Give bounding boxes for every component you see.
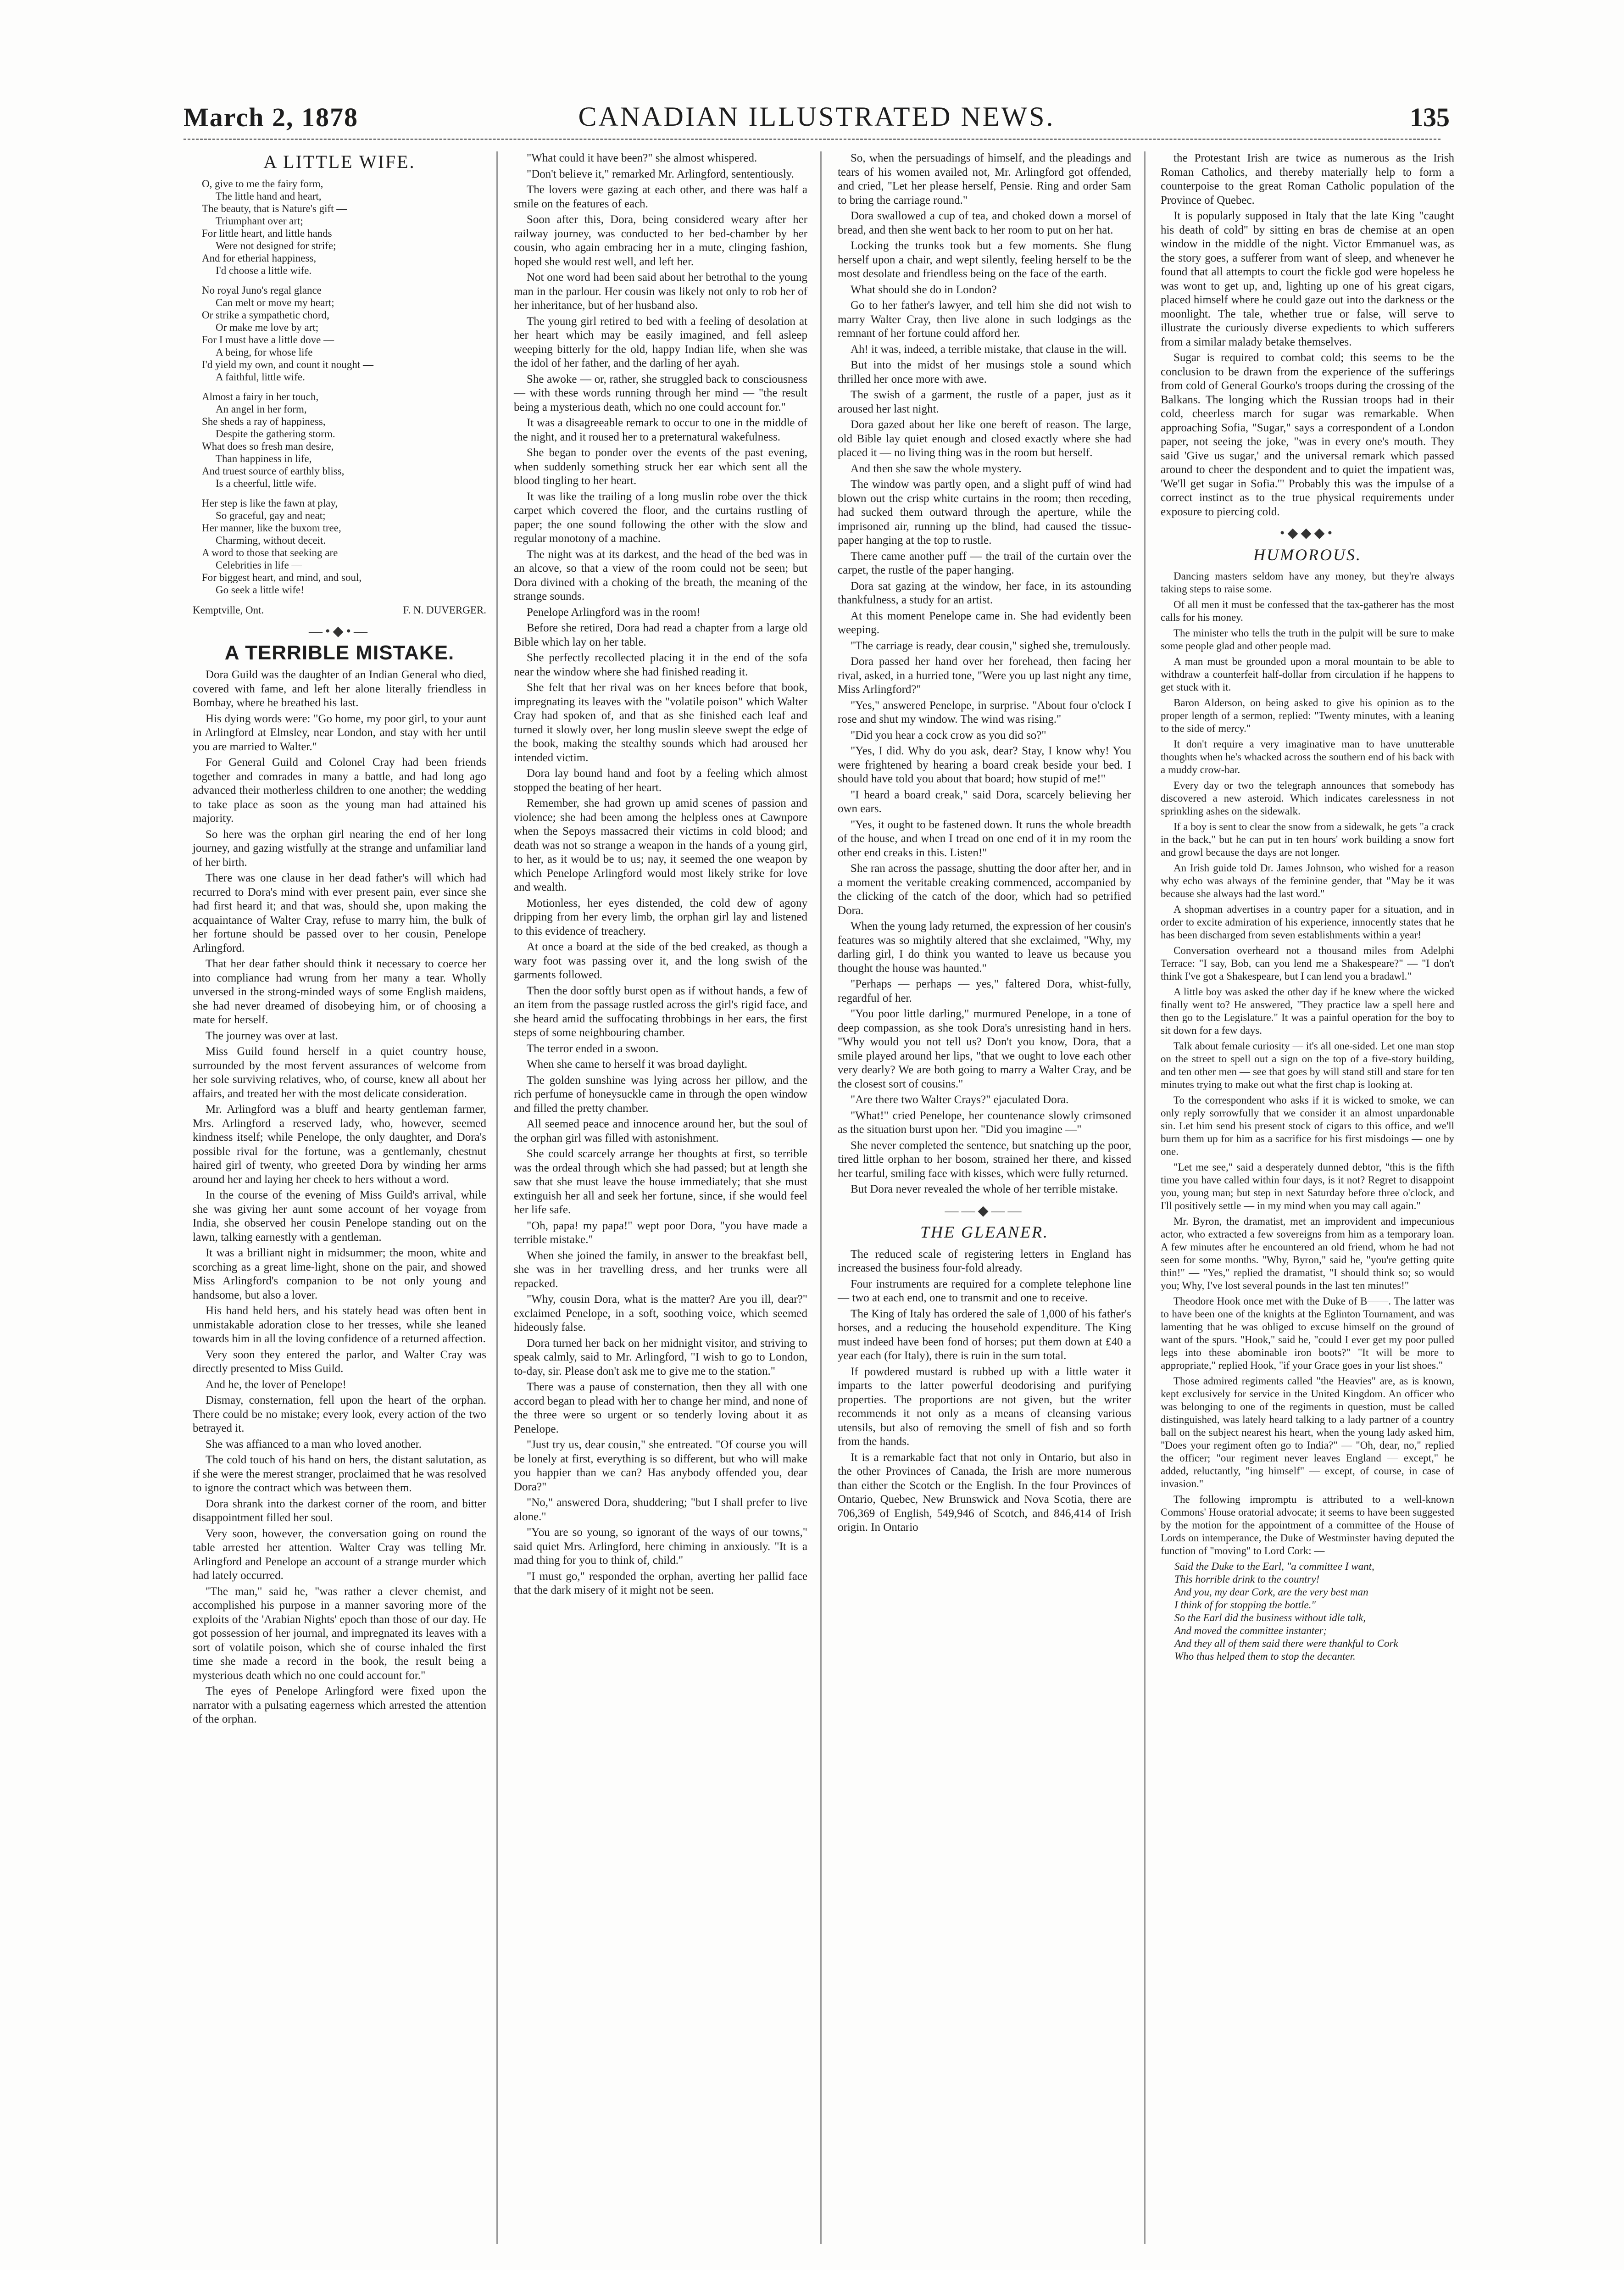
paragraph: Sugar is required to combat cold; this seems to be the conclusion to be drawn from the experience of the sufferings from cold of General Gourko's troops during the crossing of the Balkans. The longing which the Russian troops had in their cold, cheerless march for sugar was remarkable. When approaching Sofia, "Sugar," says a correspondent of a London paper, not seeing the joke, "was in every one's mouth. They said 'Give us sugar,' and the universal remark which passed around to cheer the despondent and to quiet the impatient was, 'We'll get sugar in Sofia.'" Probably this was the impulse of a correct instinct as to the true physical requirements under exposure to piercing cold.	[1161, 351, 1454, 518]
paragraph: Miss Guild found herself in a quiet country house, surrounded by the most fervent assurances of welcome from her sole surviving relatives, who, of course, knew all about her affairs, and treated her with the most delicate consideration.	[193, 1045, 486, 1100]
paragraph: the Protestant Irish are twice as numerous as the Irish Roman Catholics, and thereby materially help to form a counterpoise to the great Roman Catholic population of the Province of Quebec.	[1161, 152, 1454, 206]
column-divider	[496, 151, 498, 2244]
paragraph: And he, the lover of Penelope!	[206, 1378, 346, 1391]
paragraph: At once a board at the side of the bed creaked, as though a wary foot was passing over it, and the long swish of the garments followed.	[514, 941, 807, 981]
paragraph: Not one word had been said about her betrothal to the young man in the parlour. Her cousin was likely not only to rob her of her inheritance, but of her husband also.	[514, 271, 807, 312]
issue-date: March 2, 1878	[184, 102, 358, 132]
humorous-text	[1161, 570, 1454, 1557]
paragraph: Conversation overheard not a thousand miles from Adelphi Terrace: "I say, Bob, can you lend me a Shakespeare?" — "I don't think I've got a Shakespeare, but I can lend you a bradawl."	[1161, 945, 1454, 982]
paragraph: "Perhaps — perhaps — yes," faltered Dora, whist-fully, regardful of her.	[838, 978, 1131, 1004]
paragraph: "What!" cried Penelope, her countenance slowly crimsoned as the situation burst upon her. "Did you imagine —"	[838, 1109, 1131, 1136]
paragraph: It don't require a very imaginative man to have unutterable thoughts when he's whacked across the southern end of his back with a muddy crow-bar.	[1161, 738, 1454, 775]
paragraph: Before she retired, Dora had read a chapter from a large old Bible which lay on her table.	[514, 622, 807, 648]
paragraph: The minister who tells the truth in the pulpit will be sure to make some people glad and other people mad.	[1161, 627, 1454, 652]
paragraph: Very soon, however, the conversation going on round the table arrested her attention. Walter Cray was telling Mr. Arlingford and Penelope an account of a strange murder which had lately occurred.	[193, 1527, 486, 1582]
paragraph: The golden sunshine was lying across her pillow, and the rich perfume of honeysuckle came in through the open window and filled the pretty chamber.	[514, 1074, 807, 1115]
paragraph: "Don't believe it," remarked Mr. Arlingford, sententiously.	[527, 167, 794, 180]
ornament-divider: •◆◆◆•	[1279, 525, 1335, 541]
paragraph: Four instruments are required for a complete telephone line — two at each end, one to transmit and one to receive.	[838, 1277, 1131, 1304]
poem-line: O, give to me the fairy form,	[202, 178, 323, 190]
paragraph: Dora shrank into the darkest corner of the room, and bitter disappointment filled her soul.	[193, 1497, 486, 1524]
poem-stanza	[202, 390, 486, 490]
newspaper-title: CANADIAN ILLUSTRATED NEWS.	[578, 101, 1055, 132]
paragraph: She never completed the sentence, but snatching up the poor, tired little orphan to her bosom, strained her there, and kissed her tearful, smiling face with kisses, which were fully returned.	[838, 1139, 1131, 1180]
poem-line: For little heart, and little hands	[202, 227, 332, 239]
paragraph: At this moment Penelope came in. She had evidently been weeping.	[838, 609, 1131, 636]
paragraph: She could scarcely arrange her thoughts at first, so terrible was the ordeal through which she had passed; but at length she saw that she must leave the house immediately; that she must extinguish her all and seek her fortune, since, if she would feel her life safe.	[514, 1148, 807, 1216]
paragraph: The night was at its darkest, and the head of the bed was in an alcove, so that a view of the room could not be seen; but Dora divined with a choking of the breath, the meaning of the strange sounds.	[514, 548, 807, 602]
poem-line: Go seek a little wife!	[216, 584, 304, 596]
paragraph: She felt that her rival was on her knees before that book, impregnating its leaves with the "volatile poison" which Walter Cray had spoken of, and that as she finished each leaf and turned it slowly over, her long muslin sleeve swept the edge of the book, making the stealthy sounds which had aroused her intended victim.	[514, 681, 807, 764]
story-text-col1	[193, 668, 486, 1727]
paragraph: The eyes of Penelope Arlingford were fixed upon the narrator with a pulsating eagerness which arrested the attention of the orphan.	[193, 1685, 486, 1725]
paragraph: The window was partly open, and a slight puff of wind had blown out the crisp white curtains in the room; then receding, had sucked them outward through the aperture, while the imprisoned air, running up the blind, had caused the tissue-paper hanging at the top to rustle.	[838, 478, 1131, 547]
column-3	[838, 151, 1131, 1537]
poem-line: Despite the gathering storm.	[216, 428, 335, 440]
paragraph: But into the midst of her musings stole a sound which thrilled her once more with awe.	[838, 359, 1131, 385]
paragraph: The King of Italy has ordered the sale of 1,000 of his father's horses, and a reducing the household expenditure. The King must indeed have been fond of horses; put them down at £40 a year each (for Italy), there is ruin in the sum total.	[838, 1307, 1131, 1362]
verse-line: And they all of them said there were thankful to Cork	[1174, 1638, 1398, 1649]
paragraph: "What could it have been?" she almost whispered.	[527, 152, 757, 164]
paragraph: It was a brilliant night in midsummer; the moon, white and scorching as a great lime-light, shone on the pair, and showed Miss Arlingford's companion to be not only young and handsome, but also a lover.	[193, 1247, 486, 1301]
poem-line: Can melt or move my heart;	[216, 296, 334, 308]
paragraph: The reduced scale of registering letters in England has increased the business four-fold already.	[838, 1248, 1131, 1274]
ornament-divider: ——◆——	[945, 1203, 1024, 1218]
poem-line: Her step is like the fawn at play,	[202, 497, 338, 509]
paragraph: The swish of a garment, the rustle of a paper, just as it aroused her last night.	[838, 389, 1131, 415]
verse-line: And moved the committee instanter;	[1174, 1625, 1327, 1636]
paragraph: Mr. Arlingford was a bluff and hearty gentleman farmer, Mrs. Arlingford a reserved lady, who, however, seemed kindness itself; while Penelope, the only daughter, and Dora's possible rival for the fortune, was a gentlemanly, chestnut haired girl of twenty, who greeted Dora by winding her arms around her and laying her cheek to hers without a word.	[193, 1103, 486, 1186]
paragraph: To the correspondent who asks if it is wicked to smoke, we can only reply sorrowfully that we consider it an almost unpardonable sin. Let him send his present stock of cigars to this office, and we'll burn them up for him as a sacrifice for his first misdoings — one by one.	[1161, 1094, 1454, 1157]
column-divider	[1144, 151, 1146, 2244]
paragraph: When she came to herself it was broad daylight.	[527, 1058, 748, 1071]
poem-author: F. N. DUVERGER.	[403, 604, 486, 616]
paragraph: There came another puff — the trail of the curtain over the carpet, the rustle of the paper hanging.	[838, 550, 1131, 576]
paragraph: But Dora never revealed the whole of her terrible mistake.	[851, 1183, 1118, 1195]
paragraph: His hand held hers, and his stately head was often bent in unmistakable adoration close to her tresses, while she leaned towards him in all the loving confidence of a returned affection.	[193, 1305, 486, 1345]
column-2	[514, 151, 807, 1600]
poem-line: Her manner, like the buxom tree,	[202, 522, 341, 534]
paragraph: Dancing masters seldom have any money, but they're always taking steps to raise some.	[1161, 570, 1454, 595]
paragraph: All seemed peace and innocence around her, but the soul of the orphan girl was filled with astonishment.	[514, 1118, 807, 1144]
paragraph: "Why, cousin Dora, what is the matter? Are you ill, dear?" exclaimed Penelope, in a soft, soothing voice, which seemed hideously false.	[514, 1293, 807, 1333]
poem-title: A LITTLE WIFE.	[263, 151, 416, 172]
paragraph: Remember, she had grown up amid scenes of passion and violence; she had been among the helpless ones at Cawnpore when the Sepoys massacred their victims in cold blood; and death was not so strange a weapon in the hands of a young girl, to her, as it would be to us; nay, it seemed the one weapon by which Penelope Arlingford would most likely strike for love and wealth.	[514, 797, 807, 893]
paragraph: Ah! it was, indeed, a terrible mistake, that clause in the will.	[851, 343, 1127, 356]
paragraph: Every day or two the telegraph announces that somebody has discovered a new asteroid. Which indicates carelessness in not sprinkling ashes on the sidewalk.	[1161, 780, 1454, 817]
story-text-col2	[514, 151, 807, 1598]
paragraph: Talk about female curiosity — it's all one-sided. Let one man stop on the street to spell out a sign on the top of a five-story building, and ten other men — see that goes by will stand still and stare for ten minutes trying to make out what the first chap is looking at.	[1161, 1040, 1454, 1090]
poem-line: Were not designed for strife;	[216, 240, 336, 251]
poem-line: No royal Juno's regal glance	[202, 284, 322, 296]
poem-line: And truest source of earthly bliss,	[202, 465, 345, 477]
poem-line: So graceful, gay and neat;	[216, 509, 326, 521]
paragraph: So, when the persuadings of himself, and the pleadings and tears of his women availed not, Mr. Arlingford got offended, and cried, "Let her please herself, Pensie. Ring and order Sam to bring the carriage round."	[838, 152, 1131, 206]
paragraph: "Yes," answered Penelope, in surprise. "About four o'clock I rose and shut my window. The wind was rising."	[838, 699, 1131, 725]
paragraph: She perfectly recollected placing it in the end of the sofa near the window where she had finished reading it.	[514, 652, 807, 678]
paragraph: "Just try us, dear cousin," she entreated. "Of course you will be lonely at first, everything is so different, but who will make you happier than we can? Has anybody offended you, dear Dora?"	[514, 1439, 807, 1493]
poem-line: For I must have a little dove —	[202, 334, 334, 346]
paragraph: "You are so young, so ignorant of the ways of our towns," said quiet Mrs. Arlingford, here chiming in anxiously. "It is a mad thing for you to think of, child."	[514, 1526, 807, 1567]
paragraph: Locking the trunks took but a few moments. She flung herself upon a chair, and wept silently, feeling herself to be the most desolate and friendless being on the face of the earth.	[838, 240, 1131, 280]
gleaner-title: THE GLEANER.	[920, 1223, 1049, 1241]
paragraph: "Oh, papa! my papa!" wept poor Dora, "you have made a terrible mistake."	[514, 1219, 807, 1246]
verse-line: This horrible drink to the country!	[1174, 1573, 1320, 1585]
paragraph: Very soon they entered the parlor, and Walter Cray was directly presented to Miss Guild.	[193, 1348, 486, 1375]
poem-signature	[193, 603, 486, 618]
paragraph: The journey was over at last.	[206, 1029, 338, 1042]
paragraph: Dora turned her back on her midnight visitor, and striving to speak calmly, said to Mr. Arlingford, "I wish to go to London, to-day, sir. Please don't ask me to give me to the station."	[514, 1337, 807, 1378]
paragraph: She awoke — or, rather, she struggled back to consciousness — with these words running through her mind — "the result being a mysterious death, which no one could account for."	[514, 373, 807, 413]
paragraph: Mr. Byron, the dramatist, met an improvident and impecunious actor, who extracted a few sovereigns from him as a temporary loan. A few minutes after he encountered an old friend, whom he had not seen for some months. "Why, Byron," said he, "you're getting quite thin!" — "Yes," replied the dramatist, "I should think so; so would you; Why, I've lost several pounds in the last ten minutes!"	[1161, 1216, 1454, 1291]
verse-line: I think of for stopping the bottle."	[1174, 1599, 1316, 1611]
paragraph: Go to her father's lawyer, and tell him she did not wish to marry Walter Cray, then live alone in such lodgings as the remnant of her fortune could afford her.	[838, 299, 1131, 340]
paragraph: There was a pause of consternation, then they all with one accord began to plead with her to change her mind, and none of the three were so urgent or so tenderly loving about it as Penelope.	[514, 1381, 807, 1435]
column-divider	[820, 151, 822, 2244]
column-1	[193, 151, 486, 1729]
poem-line: Charming, without deceit.	[216, 534, 326, 546]
paragraph: Penelope Arlingford was in the room!	[527, 606, 701, 619]
paragraph: She began to ponder over the events of the past evening, when suddenly something struck her ear which sent all the blood tingling to her heart.	[514, 446, 807, 487]
header-rule	[184, 139, 1440, 140]
paragraph: Dora swallowed a cup of tea, and choked down a morsel of bread, and then she went back to her room to put on her hat.	[838, 210, 1131, 236]
paragraph: She ran across the passage, shutting the door after her, and in a moment the veritable creaking commenced, accompanied by the clicking of the catch of the door, which had so petrified Dora.	[838, 862, 1131, 917]
verse-line: So the Earl did the business without idle talk,	[1174, 1612, 1366, 1623]
paragraph: So here was the orphan girl nearing the end of her long journey, and gazing wistfully at the strange and unfamiliar land of her birth.	[193, 828, 486, 869]
poem-line: Or strike a sympathetic chord,	[202, 309, 329, 321]
poem-line: For biggest heart, and mind, and soul,	[202, 571, 362, 583]
paragraph: "The carriage is ready, dear cousin," sighed she, tremulously.	[851, 639, 1131, 652]
poem-line: Celebrities in life —	[216, 559, 302, 571]
paragraph: "Yes, I did. Why do you ask, dear? Stay, I know why! You were frightened by hearing a board creak beside your bed. I should have told you about that board; how stupid of me!"	[838, 745, 1131, 785]
paragraph: An Irish guide told Dr. James Johnson, who wished for a reason why echo was always of the feminine gender, that "May be it was because she always had the last word."	[1161, 862, 1454, 899]
paragraph: "I heard a board creak," said Dora, scarcely believing her own ears.	[838, 788, 1131, 815]
column-4	[1161, 151, 1454, 1663]
poem-line: She sheds a ray of happiness,	[202, 415, 326, 427]
paragraph: Baron Alderson, on being asked to give his opinion as to the proper length of a sermon, replied: "Twenty minutes, with a leaning to the side of mercy."	[1161, 697, 1454, 734]
paragraph: When she joined the family, in answer to the breakfast bell, she was in her travelling dress, and her trunks were all repacked.	[514, 1249, 807, 1290]
paragraph: A man must be grounded upon a moral mountain to be able to withdraw a counterfeit half-dollar from circulation if he happens to get stuck with it.	[1161, 656, 1454, 693]
gleaner-continued-text	[1161, 151, 1454, 519]
poem-line: Or make me love by art;	[216, 321, 319, 333]
paragraph: Soon after this, Dora, being considered weary after her railway journey, was conducted to her bed-chamber by her cousin, who again embracing her in a mute, clinging fashion, hoped she would rest well, and left her.	[514, 213, 807, 268]
humorous-title: HUMOROUS.	[1253, 545, 1362, 564]
page-number: 135	[1410, 102, 1450, 132]
poem-line: A being, for whose life	[216, 346, 313, 358]
paragraph: It is popularly supposed in Italy that the late King "caught his death of cold" by sitting en bras de chemise at an open window in the middle of the night. Victor Emmanuel was, as the story goes, a sufferer from want of sleep, and whenever he found that all attempts to court the fickle god were hopeless he was wont to get up, and, lighting up one of his great cigars, placed himself where he could gaze out into the darkness or the moonlight. The tale, whether true or false, will serve to illustrate the curiously diverse expedients to which sufferers from a similar malady betake themselves.	[1161, 210, 1454, 348]
paragraph: It was like the trailing of a long muslin robe over the thick carpet which covered the floor, and the curtains rustling of paper; the one sound following the other with the slow and regular monotony of a machine.	[514, 490, 807, 545]
poem-body	[193, 178, 486, 596]
paragraph: The following impromptu is attributed to a well-known Commons' House oratorial advocate; it seems to have been suggested by the motion for the appointment of a committee of the House of Lords on intemperance, the Duke of Westminster having deputed the function of "moving" to Lord Cork: —	[1161, 1494, 1454, 1556]
poem-line: An angel in her form,	[216, 403, 307, 415]
verse-line: And you, my dear Cork, are the very best man	[1174, 1586, 1368, 1598]
ornament-divider: —•◆•—	[308, 624, 371, 639]
paragraph: Then the door softly burst open as if without hands, a few of an item from the passage rustled across the girl's rigid face, and she heard amid the suffocating throbbings in her ears, the first steps of some neighbouring chamber.	[514, 984, 807, 1039]
paragraph: She was affianced to a man who loved another.	[206, 1438, 422, 1450]
paragraph: What should she do in London?	[851, 283, 997, 296]
poem-place: Kemptville, Ont.	[193, 604, 264, 616]
paragraph: In the course of the evening of Miss Guild's arrival, while she was giving her aunt some account of her voyage from India, she observed her cousin Penelope standing out on the lawn, talking earnestly with a gentleman.	[193, 1189, 486, 1244]
paragraph: Dora lay bound hand and foot by a feeling which almost stopped the beating of her heart.	[514, 767, 807, 794]
poem-line: The beauty, that is Nature's gift —	[202, 202, 347, 214]
poem-line: A word to those that seeking are	[202, 547, 338, 558]
poem-stanza	[202, 497, 486, 596]
poem-line: Triumphant over art;	[216, 215, 303, 227]
paragraph: The cold touch of his hand on hers, the distant salutation, as if she were the merest stranger, proclaimed that he was resolved to ignore the contract which was between them.	[193, 1454, 486, 1494]
paragraph: "You poor little darling," murmured Penelope, in a tone of deep compassion, as she took Dora's unresisting hand in hers. "Why would you not tell us? Don't you know, Dora, that a smile played around her lips, "that we ought to love each other very dearly? We are both going to marry a Walter Cray, and be the closest sort of cousins."	[838, 1008, 1131, 1090]
story-title: A TERRIBLE MISTAKE.	[224, 641, 455, 664]
poem-line: What does so fresh man desire,	[202, 440, 334, 452]
poem-line: A faithful, little wife.	[216, 371, 305, 383]
poem-line: Than happiness in life,	[216, 452, 312, 464]
poem-line: The little hand and heart,	[216, 190, 322, 202]
paragraph: Motionless, her eyes distended, the cold dew of agony dripping from her every limb, the orphan girl lay and listened to this evidence of treachery.	[514, 897, 807, 937]
paragraph: Those admired regiments called "the Heavies" are, as is known, kept exclusively for service in the United Kingdom. An officer who was belonging to one of the regiments in question, must be called distinguished, was lately heard talking to a lady partner of a country ball on the subject nearest his heart, when the young lady asked him, "Does your regiment often go to India?" — "Oh, dear, no," replied the officer; "our regiment never leaves England — except," he added, reluctantly, "ing himself" — except, of course, in case of invasion."	[1161, 1375, 1454, 1489]
paragraph: Dora Guild was the daughter of an Indian General who died, covered with fame, and left her alone literally friendless in Bombay, where he breathed his last.	[193, 669, 486, 709]
paragraph: "The man," said he, "was rather a clever chemist, and accomplished his purpose in a manner savoring more of the exploits of the 'Arabian Nights' epoch than those of our day. He got possession of her journal, and impregnated its leaves with a sort of volatile poison, which she of course inhaled the first time she made a record in the book, the result being a mysterious death which no one could account for."	[193, 1585, 486, 1682]
poem-line: I'd yield my own, and count it nought —	[202, 358, 374, 370]
paragraph: Dismay, consternation, fell upon the heart of the orphan. There could be no mistake; every look, every action of the two betrayed it.	[193, 1394, 486, 1434]
paragraph: If a boy is sent to clear the snow from a sidewalk, he gets "a crack in the back," but he can put in ten hours' work building a snow fort and growl because the days are not longer.	[1161, 821, 1454, 858]
paragraph: When the young lady returned, the expression of her cousin's features was so mightily altered that she exclaimed, "Why, my darling girl, I do think you wanted to leave us because you thought the house was haunted."	[838, 920, 1131, 975]
verse-line: Who thus helped them to stop the decanter.	[1174, 1651, 1356, 1662]
paragraph: That her dear father should think it necessary to coerce her into compliance had wrung from her many a tear. Wholly unversed in the strong-minded ways of some English maidens, she had never dreamed of disobeying him, or of choosing a mate for herself.	[193, 958, 486, 1026]
poem-line: And for etherial happiness,	[202, 252, 317, 264]
paragraph: The terror ended in a swoon.	[527, 1042, 659, 1055]
paragraph: "Yes, it ought to be fastened down. It runs the whole breadth of the house, and when I tread on one end of it in my room the other end creaks in this. Listen!"	[838, 818, 1131, 859]
paragraph: It is a remarkable fact that not only in Ontario, but also in the other Provinces of Canada, the Irish are more numerous than either the Scotch or the English. In the four Provinces of Ontario, Quebec, New Brunswick and Nova Scotia, there are 706,369 of English, 549,946 of Scotch, and 846,414 of Irish origin. In Ontario	[838, 1451, 1131, 1534]
masthead	[184, 97, 1450, 148]
poem-stanza	[202, 178, 486, 277]
paragraph: There was one clause in her dead father's will which had recurred to Dora's mind with ever present pain, ever since she had first heard it; and that was, should she, upon making the acquaintance of Walter Cray, refuse to marry him, the bulk of her fortune should be passed over to her cousin, Penelope Arlingford.	[193, 872, 486, 954]
paragraph: Dora sat gazing at the window, her face, in its astounding thankfulness, a study for an artist.	[838, 580, 1131, 606]
poem-line: Is a cheerful, little wife.	[216, 477, 317, 489]
poem-line: Almost a fairy in her touch,	[202, 390, 319, 402]
poem-line: I'd choose a little wife.	[216, 264, 312, 276]
paragraph: A shopman advertises in a country paper for a situation, and in order to excite admiration of his experience, innocently states that he has been discharged from seven establishments within a year!	[1161, 904, 1454, 941]
humorous-verse	[1161, 1560, 1454, 1663]
paragraph: "I must go," responded the orphan, averting her pallid face that the dark misery of it might not be seen.	[514, 1570, 807, 1596]
paragraph: Of all men it must be confessed that the tax-gatherer has the most calls for his money.	[1161, 599, 1454, 623]
paragraph: Dora gazed about her like one bereft of reason. The large, old Bible lay quiet enough and closed exactly where she had placed it — no living thing was in the room but herself.	[838, 418, 1131, 459]
paragraph: For General Guild and Colonel Cray had been friends together and comrades in many a battle, and had long ago advanced their motherless children to one another; the wedding to take place as soon as the young man had attained his majority.	[193, 756, 486, 825]
paragraph: Theodore Hook once met with the Duke of B——. The latter was to have been one of the knights at the Eglinton Tournament, and was lamenting that he was obliged to excuse himself on the ground of want of the spurs. "Hook," said he, "could I ever get my poor pulled legs into these abominable iron boots?" "It will be more to appropriate," replied Hook, "if your Grace goes in your list shoes."	[1161, 1295, 1454, 1371]
paragraph: "No," answered Dora, shuddering; "but I shall prefer to live alone."	[514, 1496, 807, 1523]
paragraph: If powdered mustard is rubbed up with a little water it imparts to the latter powerful deodorising and purifying properties. The proportions are not given, but the writer recommends it not only as a means of cleansing various utensils, but also of removing the smell of fish and so forth from the hands.	[838, 1365, 1131, 1448]
paragraph: "Did you hear a cock crow as you did so?"	[851, 729, 1046, 742]
gleaner-text	[838, 1248, 1131, 1535]
paragraph: The young girl retired to bed with a feeling of desolation at her heart which may be easily imagined, and fell asleep weeping bitterly for the old, happy Indian life, when she was the idol of her father, and the darling of her ayah.	[514, 315, 807, 369]
paragraph: It was a disagreeable remark to occur to one in the middle of the night, and it roused her to a preternatural wakefulness.	[514, 417, 807, 443]
paragraph: His dying words were: "Go home, my poor girl, to your aunt in Arlingford at Elmsley, near London, and stay with her until you are married to Walter."	[193, 712, 486, 753]
paragraph: "Let me see," said a desperately dunned debtor, "this is the fifth time you have called within four days, is it not? Regret to disappoint you, young man; but step in next Saturday before three o'clock, and I'll positively settle — in my mind when you may call again."	[1161, 1161, 1454, 1211]
paragraph: And then she saw the whole mystery.	[851, 462, 1022, 475]
poem-stanza	[202, 284, 486, 383]
story-text-col3	[838, 151, 1131, 1197]
paragraph: The lovers were gazing at each other, and there was half a smile on the features of each.	[514, 184, 807, 210]
paragraph: Dora passed her hand over her forehead, then facing her rival, asked, in a hurried tone, "Were you up last night any time, Miss Arlingford?"	[838, 655, 1131, 696]
paragraph: "Are there two Walter Crays?" ejaculated Dora.	[851, 1093, 1069, 1106]
verse-line: Said the Duke to the Earl, "a committee I want,	[1174, 1561, 1374, 1572]
paragraph: A little boy was asked the other day if he knew where the wicked finally went to? He answered, "They practice law a spell here and then go to the Legislature." It was a painful operation for the boy to sit down for a few days.	[1161, 986, 1454, 1036]
